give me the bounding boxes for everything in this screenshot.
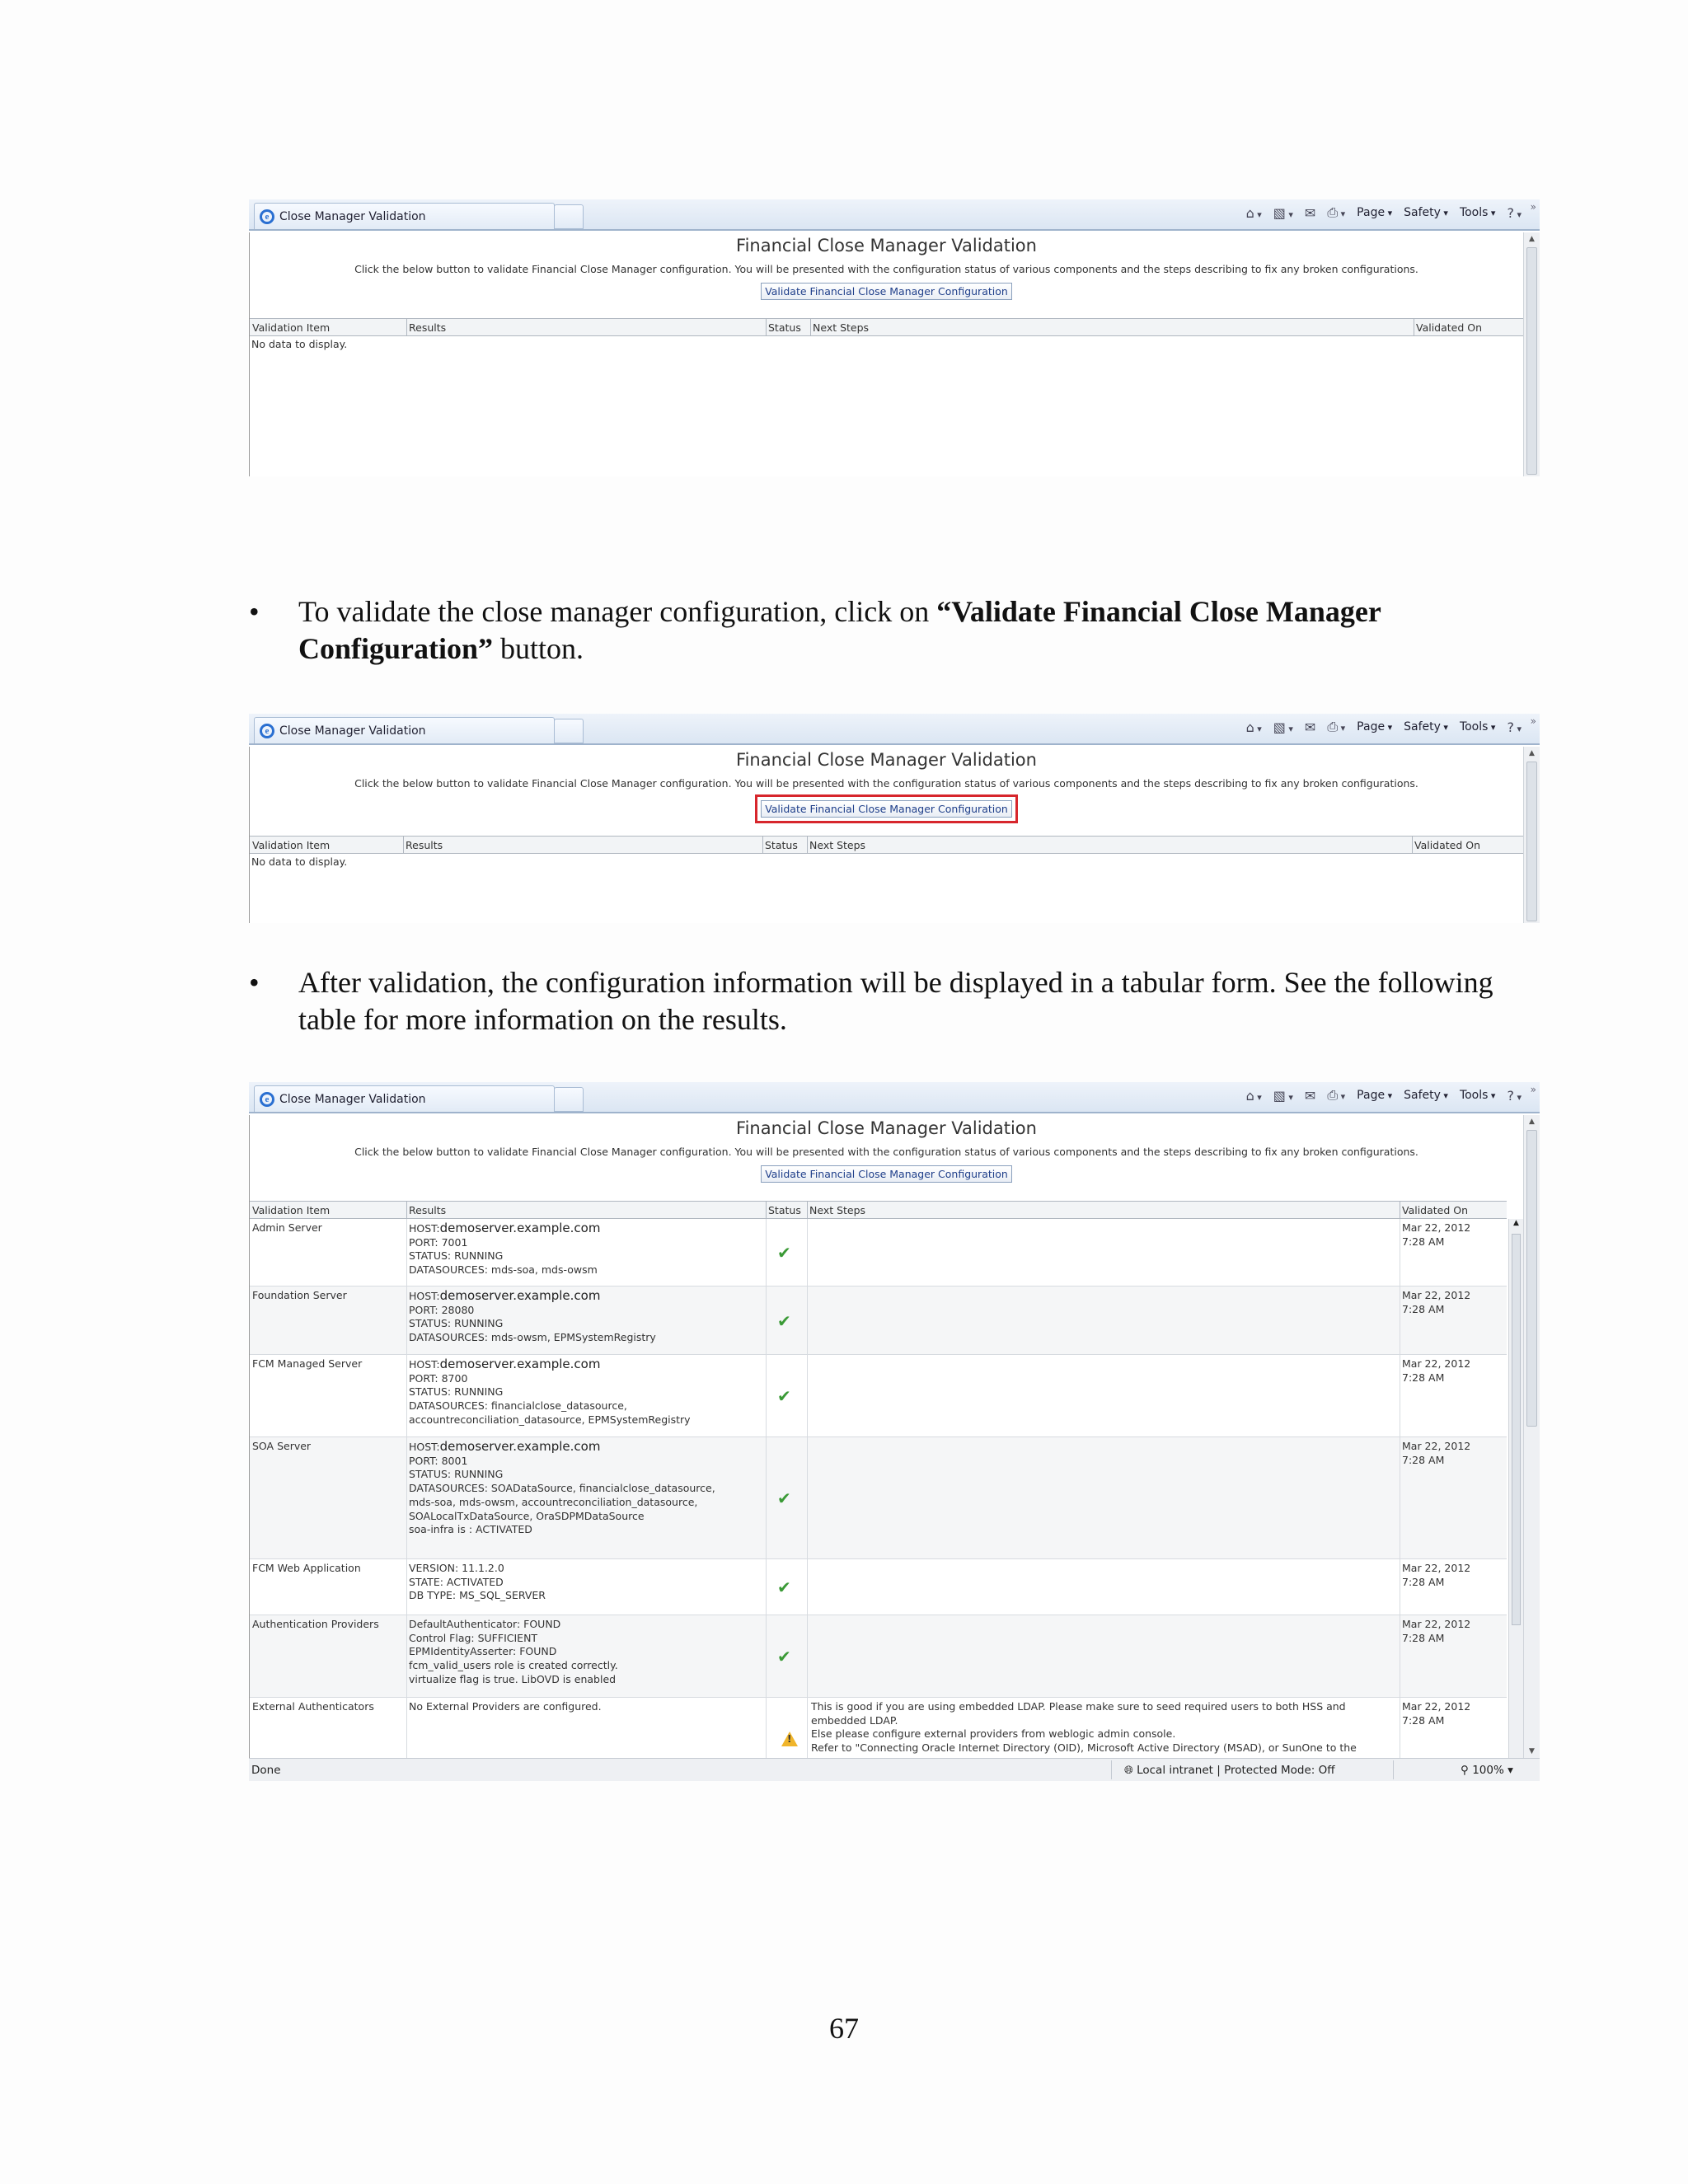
browser-tab[interactable] [254, 203, 555, 229]
page-description: Click the below button to validate Financial Close Manager configuration. You will be presented with the configuration status of various components and the steps describing to fix any broken configurations. [354, 777, 1418, 790]
feeds-icon[interactable]: ▧ ▾ [1273, 1088, 1293, 1104]
validated-date: Mar 22, 2012 [1402, 1562, 1471, 1574]
check-icon: ✔ [777, 1243, 791, 1263]
col-status[interactable]: Status [768, 321, 801, 334]
validation-item-cell: External Authenticators [252, 1700, 374, 1713]
page-content [249, 232, 1523, 476]
chevron-icon[interactable]: » [1530, 715, 1536, 727]
new-tab-button[interactable] [554, 1087, 584, 1112]
vertical-scrollbar[interactable] [1523, 232, 1540, 476]
check-icon: ✔ [777, 1386, 791, 1406]
results-cell [406, 1700, 761, 1714]
tools-menu[interactable]: Tools ▾ [1460, 206, 1496, 219]
validated-time: 7:28 AM [1402, 1575, 1445, 1588]
ie-logo-icon: e [260, 724, 274, 738]
table-header [250, 318, 1523, 336]
validated-time: 7:28 AM [1402, 1235, 1445, 1248]
page-number: 67 [829, 2012, 859, 2045]
new-tab-button[interactable] [554, 204, 584, 229]
validated-time: 7:28 AM [1402, 1453, 1445, 1466]
validated-date: Mar 22, 2012 [1402, 1440, 1471, 1452]
validated-on-cell [1400, 1357, 1470, 1385]
validated-date: Mar 22, 2012 [1402, 1221, 1471, 1234]
result-line: STATUS: RUNNING [409, 1317, 504, 1330]
results-cell [406, 1440, 761, 1537]
validate-button[interactable]: Validate Financial Close Manager Configuration [761, 1165, 1012, 1183]
feeds-icon[interactable]: ▧ ▾ [1273, 719, 1293, 735]
validated-time: 7:28 AM [1402, 1302, 1445, 1315]
result-line: PORT: 8700 [409, 1371, 468, 1385]
next-step-line: This is good if you are using embedded LDAP. Please make sure to seed required users to both HSS and [811, 1700, 1346, 1713]
result-line: SOALocalTxDataSource, OraSDPMDataSource [409, 1509, 645, 1522]
chevron-icon[interactable]: » [1530, 1084, 1536, 1095]
table-header [250, 1201, 1507, 1219]
check-icon: ✔ [777, 1577, 791, 1597]
host-label: HOST: [409, 1441, 440, 1453]
result-line: mds-soa, mds-owsm, accountreconciliation_datasource, [409, 1495, 698, 1508]
col-next-steps[interactable]: Next Steps [809, 839, 866, 851]
ie-logo-icon: e [260, 1092, 274, 1107]
page-content [249, 747, 1523, 923]
next-step-line: Else please configure external providers from weblogic admin console. [811, 1727, 1176, 1741]
browser-screenshot-results [249, 1082, 1540, 1781]
result-line: DefaultAuthenticator: FOUND [409, 1618, 561, 1630]
table-row[interactable] [250, 1698, 1507, 1758]
help-icon[interactable]: ? ▾ [1507, 1088, 1522, 1104]
table-header [250, 836, 1523, 854]
result-line: accountreconciliation_datasource, EPMSystemRegistry [409, 1413, 691, 1426]
scroll-up-icon[interactable]: ▲ [1529, 1118, 1535, 1126]
result-line: virtualize flag is true. LibOVD is enabled [409, 1672, 617, 1685]
next-step-line: embedded LDAP. [811, 1713, 898, 1727]
result-line: DATASOURCES: mds-owsm, EPMSystemRegistry [409, 1331, 656, 1344]
security-zone-label: Local intranet | Protected Mode: Off [1137, 1764, 1335, 1777]
validated-on-cell [1400, 1618, 1470, 1645]
host-label: HOST: [409, 1222, 440, 1235]
col-status[interactable]: Status [768, 1204, 801, 1216]
result-line: No External Providers are configured. [409, 1700, 602, 1713]
validated-time: 7:28 AM [1402, 1713, 1445, 1727]
browser-tab-bar [249, 1082, 1540, 1113]
mail-icon[interactable]: ✉ [1304, 204, 1316, 221]
result-line: VERSION: 11.1.2.0 [409, 1562, 504, 1574]
col-validation-item[interactable]: Validation Item [252, 321, 331, 334]
result-line: Control Flag: SUFFICIENT [409, 1631, 538, 1644]
table-row[interactable] [250, 1615, 1507, 1698]
page-menu[interactable]: Page ▾ [1357, 206, 1392, 219]
results-cell [406, 1562, 761, 1603]
result-line: STATUS: RUNNING [409, 1385, 504, 1399]
result-line: DATASOURCES: financialclose_datasource, [409, 1399, 627, 1413]
validation-item-cell: Authentication Providers [252, 1618, 379, 1630]
results-table-body [250, 1219, 1507, 1758]
result-line: STATUS: RUNNING [409, 1468, 504, 1481]
home-icon[interactable]: ⌂ ▾ [1246, 719, 1262, 735]
security-zone[interactable] [1124, 1764, 1335, 1777]
mail-icon[interactable]: ✉ [1304, 1087, 1316, 1104]
page-title: Financial Close Manager Validation [736, 750, 1037, 770]
page-title: Financial Close Manager Validation [736, 236, 1037, 255]
browser-tab-title: Close Manager Validation [279, 1092, 426, 1106]
bullet1-suffix: button. [493, 632, 584, 665]
scroll-up-icon[interactable]: ▲ [1529, 235, 1535, 243]
page-content [249, 1115, 1523, 1758]
validated-on-cell [1400, 1221, 1470, 1249]
host-value: demoserver.example.com [439, 1357, 601, 1371]
validate-button[interactable]: Validate Financial Close Manager Configuration [761, 283, 1012, 300]
inner-scrollbar[interactable] [1508, 1219, 1523, 1758]
col-results[interactable]: Results [406, 839, 443, 851]
safety-menu[interactable]: Safety ▾ [1404, 206, 1448, 219]
col-validation-item[interactable]: Validation Item [252, 839, 331, 851]
scroll-down-icon[interactable]: ▼ [1529, 1747, 1535, 1755]
table-row[interactable] [250, 1355, 1507, 1437]
next-step-line: Refer to "Connecting Oracle Internet Directory (OID), Microsoft Active Directory (MSAD), or SunOne to the [811, 1741, 1357, 1755]
globe-icon: 🌐︎ [1124, 1764, 1137, 1777]
zoom-icon: ⚲ [1461, 1764, 1473, 1777]
print-icon[interactable]: ⎙ ▾ [1327, 1087, 1345, 1104]
host-value: demoserver.example.com [439, 1288, 601, 1303]
col-validated-on[interactable]: Validated On [1402, 1204, 1469, 1216]
host-value: demoserver.example.com [439, 1221, 601, 1235]
host-label: HOST: [409, 1358, 440, 1371]
col-validated-on[interactable]: Validated On [1414, 839, 1481, 851]
page-menu[interactable]: Page ▾ [1357, 720, 1392, 733]
bullet-icon: • [249, 595, 260, 628]
result-line: PORT: 7001 [409, 1235, 468, 1249]
host-label: HOST: [409, 1290, 440, 1302]
browser-screenshot-highlighted [249, 714, 1540, 923]
status-done: Done [251, 1764, 281, 1777]
print-icon[interactable]: ⎙ ▾ [1327, 204, 1345, 221]
result-line: STATUS: RUNNING [409, 1249, 504, 1263]
result-line: PORT: 8001 [409, 1454, 468, 1467]
table-row[interactable] [250, 1437, 1507, 1559]
col-validated-on[interactable]: Validated On [1416, 321, 1483, 334]
bullet1-bold: “Validate Financial Close Manager Configuration” [298, 595, 1381, 665]
check-icon: ✔ [777, 1310, 791, 1331]
col-results[interactable]: Results [409, 1204, 447, 1216]
browser-tab-bar [249, 714, 1540, 745]
scroll-thumb[interactable] [1526, 762, 1537, 921]
validation-item-cell: FCM Managed Server [252, 1357, 363, 1370]
bullet1-text: To validate the close manager configuration, click on [298, 595, 937, 628]
home-icon[interactable]: ⌂ ▾ [1246, 1088, 1262, 1104]
validate-button[interactable]: Validate Financial Close Manager Configuration [761, 800, 1012, 818]
safety-menu[interactable]: Safety ▾ [1404, 1089, 1448, 1102]
zoom-value: 100% [1472, 1764, 1504, 1777]
col-next-steps[interactable]: Next Steps [813, 321, 870, 334]
results-cell [406, 1221, 761, 1277]
validated-on-cell [1400, 1562, 1470, 1589]
help-icon[interactable]: ? ▾ [1507, 205, 1522, 221]
browser-tab[interactable] [254, 1085, 555, 1112]
validated-on-cell [1400, 1700, 1470, 1727]
validation-item-cell: SOA Server [252, 1440, 312, 1452]
scroll-thumb[interactable] [1526, 247, 1537, 475]
no-data-message: No data to display. [251, 338, 348, 350]
new-tab-button[interactable] [554, 719, 584, 743]
table-row[interactable] [250, 1286, 1507, 1355]
validated-date: Mar 22, 2012 [1402, 1618, 1471, 1630]
command-bar [1246, 1087, 1522, 1104]
command-bar [1246, 719, 1522, 735]
home-icon[interactable]: ⌂ ▾ [1246, 205, 1262, 221]
no-data-message: No data to display. [251, 855, 348, 868]
validated-on-cell [1400, 1289, 1470, 1316]
chevron-icon[interactable]: » [1530, 201, 1536, 213]
validated-date: Mar 22, 2012 [1402, 1357, 1471, 1370]
validated-on-cell [1400, 1440, 1470, 1467]
validated-date: Mar 22, 2012 [1402, 1700, 1471, 1713]
tools-menu[interactable]: Tools ▾ [1460, 720, 1496, 733]
inner-scroll-up-icon[interactable]: ▲ [1513, 1219, 1519, 1227]
result-line: STATE: ACTIVATED [409, 1575, 504, 1588]
validated-time: 7:28 AM [1402, 1371, 1445, 1384]
inner-scroll-thumb[interactable] [1512, 1234, 1521, 1625]
warning-icon [781, 1732, 798, 1746]
col-next-steps[interactable]: Next Steps [809, 1204, 866, 1216]
zoom-level[interactable]: ⚲ 100% ▾ [1461, 1764, 1513, 1777]
browser-tab[interactable] [254, 717, 555, 743]
result-line: fcm_valid_users role is created correctly. [409, 1659, 618, 1672]
result-line: soa-infra is : ACTIVATED [409, 1523, 532, 1536]
table-row[interactable] [250, 1219, 1507, 1286]
result-line: DATASOURCES: SOADataSource, financialclose_datasource, [409, 1482, 715, 1495]
ie-logo-icon: e [260, 209, 274, 224]
results-cell [406, 1357, 761, 1427]
check-icon: ✔ [777, 1647, 791, 1666]
result-line: PORT: 28080 [409, 1303, 475, 1316]
results-cell [406, 1289, 761, 1345]
browser-status-bar [249, 1758, 1540, 1781]
bullet2-text: After validation, the configuration information will be displayed in a tabular form. See the following table for more information on the results. [298, 966, 1493, 1036]
page-description: Click the below button to validate Financial Close Manager configuration. You will be presented with the configuration status of various components and the steps describing to fix any broken configurations. [354, 263, 1418, 275]
scroll-thumb[interactable] [1526, 1130, 1537, 1427]
validated-date: Mar 22, 2012 [1402, 1289, 1471, 1301]
table-row[interactable] [250, 1559, 1507, 1615]
results-cell [406, 1618, 761, 1687]
page-description: Click the below button to validate Financial Close Manager configuration. You will be presented with the configuration status of various components and the steps describing to fix any broken configurations. [354, 1146, 1418, 1158]
scroll-up-icon[interactable]: ▲ [1529, 749, 1535, 757]
validation-item-cell: Admin Server [252, 1221, 322, 1234]
command-bar [1246, 204, 1522, 221]
col-validation-item[interactable]: Validation Item [252, 1204, 331, 1216]
col-results[interactable]: Results [409, 321, 447, 334]
result-line: DATASOURCES: mds-soa, mds-owsm [409, 1263, 598, 1277]
result-line: DB TYPE: MS_SQL_SERVER [409, 1589, 546, 1602]
page-title: Financial Close Manager Validation [736, 1118, 1037, 1138]
feeds-icon[interactable]: ▧ ▾ [1273, 205, 1293, 221]
safety-menu[interactable]: Safety ▾ [1404, 720, 1448, 733]
page-menu[interactable]: Page ▾ [1357, 1089, 1392, 1102]
help-icon[interactable]: ? ▾ [1507, 719, 1522, 735]
browser-tab-title: Close Manager Validation [279, 724, 426, 738]
validation-item-cell: FCM Web Application [252, 1562, 361, 1574]
vertical-scrollbar[interactable] [1523, 1115, 1540, 1758]
validation-item-cell: Foundation Server [252, 1289, 347, 1301]
browser-tab-bar [249, 199, 1540, 231]
mail-icon[interactable]: ✉ [1304, 719, 1316, 735]
tools-menu[interactable]: Tools ▾ [1460, 1089, 1496, 1102]
result-line: EPMIdentityAsserter: FOUND [409, 1645, 557, 1658]
highlight-box [755, 794, 1018, 823]
host-value: demoserver.example.com [439, 1439, 601, 1454]
print-icon[interactable]: ⎙ ▾ [1327, 719, 1345, 735]
col-status[interactable]: Status [765, 839, 798, 851]
browser-screenshot-initial [249, 199, 1540, 476]
check-icon: ✔ [777, 1488, 791, 1508]
vertical-scrollbar[interactable] [1523, 747, 1540, 923]
bullet-icon: • [249, 966, 260, 999]
validated-time: 7:28 AM [1402, 1631, 1445, 1644]
next-steps-cell [809, 1700, 1394, 1755]
browser-tab-title: Close Manager Validation [279, 209, 426, 223]
